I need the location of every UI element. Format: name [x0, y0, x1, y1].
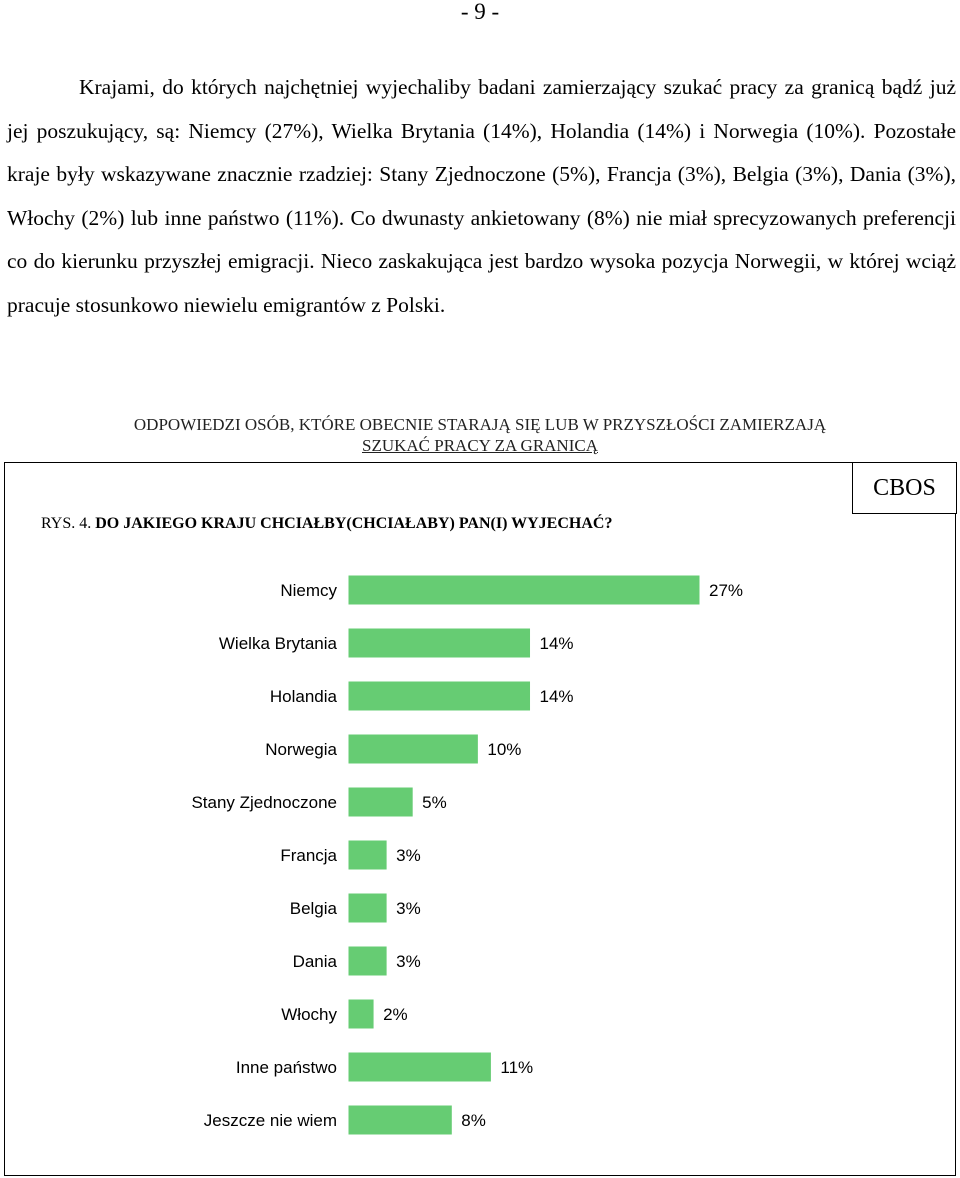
value-label: 5% [422, 793, 447, 812]
category-label: Inne państwo [235, 1058, 337, 1077]
bar [348, 893, 387, 923]
bar [348, 1105, 452, 1135]
figure-question: DO JAKIEGO KRAJU CHCIAŁBY(CHCIAŁABY) PAN(I) WYJECHAĆ? [95, 515, 613, 532]
bar [348, 575, 700, 605]
category-label: Francja [280, 846, 337, 865]
bar [348, 787, 413, 817]
value-label: 8% [461, 1111, 486, 1130]
value-label: 10% [487, 740, 522, 759]
value-label: 14% [539, 634, 574, 653]
body-paragraph-text: Krajami, do których najchętniej wyjechaliby badani zamierzający szukać pracy za granicą bądź już jej poszukujący, są: Niemcy (27%), Wielka Brytania (14%), Holandia (14%) i Norwegia (10%). Pozostałe kraje były wskazywane znacznie rzadziej: Stany Zjednoczone (5%), Francja (3%), Belgia (3%), Dania (3%), Włochy (2%) lub inne państwo (11%). Co dwunasty ankietowany (8%) nie miał sprecyzowanych preferencji co do kierunku przyszłej emigracji. Nieco zaskakująca jest bardzo wysoka pozycja Norwegii, w której wciąż pracuje stosunkowo niewielu emigrantów z Polski. [7, 75, 956, 317]
bar [348, 628, 531, 658]
bar [348, 734, 478, 764]
bar [348, 681, 531, 711]
category-label: Dania [292, 952, 337, 971]
value-label: 27% [709, 581, 744, 600]
value-label: 3% [396, 899, 421, 918]
bar [348, 840, 387, 870]
value-label: 14% [539, 687, 574, 706]
category-label: Jeszcze nie wiem [203, 1111, 337, 1130]
page-number: - 9 - [460, 0, 500, 24]
category-label: Włochy [281, 1005, 337, 1024]
value-label: 3% [396, 952, 421, 971]
category-label: Niemcy [280, 581, 337, 600]
chart-caption-line-1: ODPOWIEDZI OSÓB, KTÓRE OBECNIE STARAJĄ SIĘ LUB W PRZYSZŁOŚCI ZAMIERZAJĄ [133, 415, 827, 434]
chart-caption-line-2: SZUKAĆ PRACY ZA GRANICĄ [362, 436, 598, 455]
category-label: Norwegia [265, 740, 337, 759]
value-label: 3% [396, 846, 421, 865]
value-label: 11% [500, 1058, 534, 1077]
category-label: Belgia [289, 899, 337, 918]
category-label: Holandia [269, 687, 337, 706]
category-label: Stany Zjednoczone [191, 793, 337, 812]
figure-label: RYS. 4. [41, 515, 92, 532]
value-label: 2% [383, 1005, 408, 1024]
bar [348, 999, 374, 1029]
bar [348, 1052, 491, 1082]
cbos-logo-text: CBOS [873, 474, 936, 501]
bar [348, 946, 387, 976]
category-label: Wielka Brytania [218, 634, 337, 653]
